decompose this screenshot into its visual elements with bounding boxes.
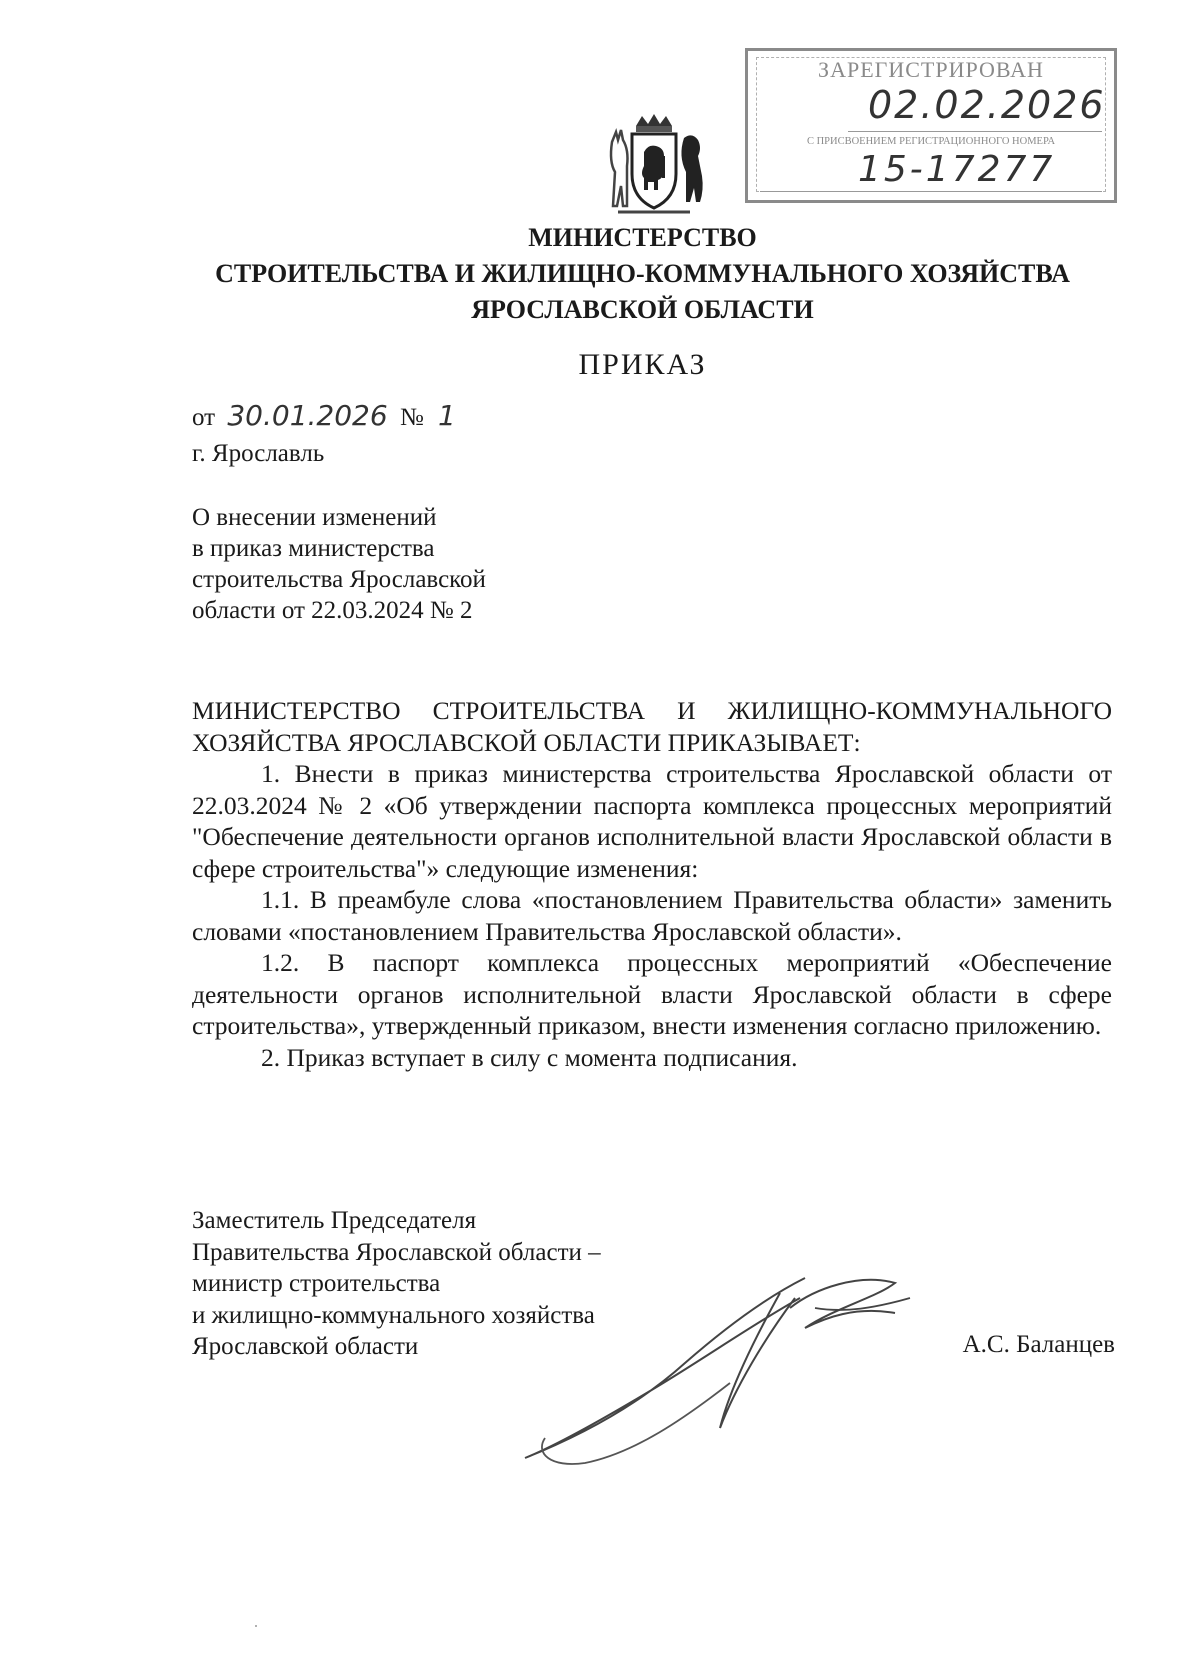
document-meta xyxy=(192,400,456,433)
position-line: министр строительства xyxy=(192,1270,441,1297)
subject-line: области от 22.03.2024 № 2 xyxy=(192,597,473,624)
city: г. Ярославль xyxy=(192,440,325,467)
paragraph-1: 1. Внести в приказ министерства строительства Ярославской области от 22.03.2024 № 2 «Об утверждении паспорта комплекса процессных мероприятий "Обеспечение деятельности органов исполнительной власти Ярославской области в сфере строительства"» следующие изменения: xyxy=(192,759,1112,883)
subject-line: О внесении изменений xyxy=(192,504,437,531)
position-line: Заместитель Председателя xyxy=(192,1207,477,1234)
coat-of-arms-icon xyxy=(598,112,710,224)
position-line: Ярославской области xyxy=(192,1333,419,1360)
paragraph-1-2: 1.2. В паспорт комплекса процессных мероприятий «Обеспечение деятельности органов исполнительной власти Ярославской области в сфере строительства», утвержденный приказом, внести изменения согласно приложению. xyxy=(192,948,1112,1040)
from-label: от xyxy=(192,404,216,431)
preamble: МИНИСТЕРСТВО СТРОИТЕЛЬСТВА И ЖИЛИЩНО-КОММУНАЛЬНОГО ХОЗЯЙСТВА ЯРОСЛАВСКОЙ ОБЛАСТИ ПРИКАЗЫВАЕТ: xyxy=(192,696,1112,757)
stamp-date: 02.02.2026 xyxy=(868,83,1106,127)
stamp-number: 15-17277 xyxy=(858,149,1056,190)
header-line-1: МИНИСТЕРСТВО xyxy=(528,223,757,252)
header-line-3: ЯРОСЛАВСКОЙ ОБЛАСТИ xyxy=(471,295,814,324)
registration-stamp xyxy=(745,48,1117,203)
position-line: Правительства Ярославской области – xyxy=(192,1238,601,1266)
scan-speck xyxy=(255,1625,257,1627)
subject-line: в приказ министерства xyxy=(192,535,435,562)
document-number: 1 xyxy=(438,399,456,432)
stamp-subtitle: С ПРИСВОЕНИЕМ РЕГИСТРАЦИОННОГО НОМЕРА xyxy=(806,136,1056,147)
ministry-header xyxy=(150,220,1135,328)
document-type: ПРИКАЗ xyxy=(578,348,707,381)
handwritten-signature xyxy=(515,1268,945,1473)
document-date: 30.01.2026 xyxy=(227,399,388,432)
paragraph-2: 2. Приказ вступает в силу с момента подписания. xyxy=(261,1042,798,1072)
number-label: № xyxy=(399,404,424,431)
paragraph-1-1: 1.1. В преамбуле слова «постановлением Правительства области» заменить словами «постановлением Правительства Ярославской области». xyxy=(192,885,1112,946)
subject-line: строительства Ярославской xyxy=(192,566,486,593)
signatory-name: А.С. Баланцев xyxy=(962,1331,1115,1358)
position-line: и жилищно-коммунального хозяйства xyxy=(192,1301,595,1329)
stamp-title: ЗАРЕГИСТРИРОВАН xyxy=(818,57,1044,82)
subject-block xyxy=(192,502,486,626)
order-body xyxy=(192,695,1112,1073)
header-line-2: СТРОИТЕЛЬСТВА И ЖИЛИЩНО-КОММУНАЛЬНОГО ХОЗЯЙСТВА xyxy=(215,259,1070,288)
